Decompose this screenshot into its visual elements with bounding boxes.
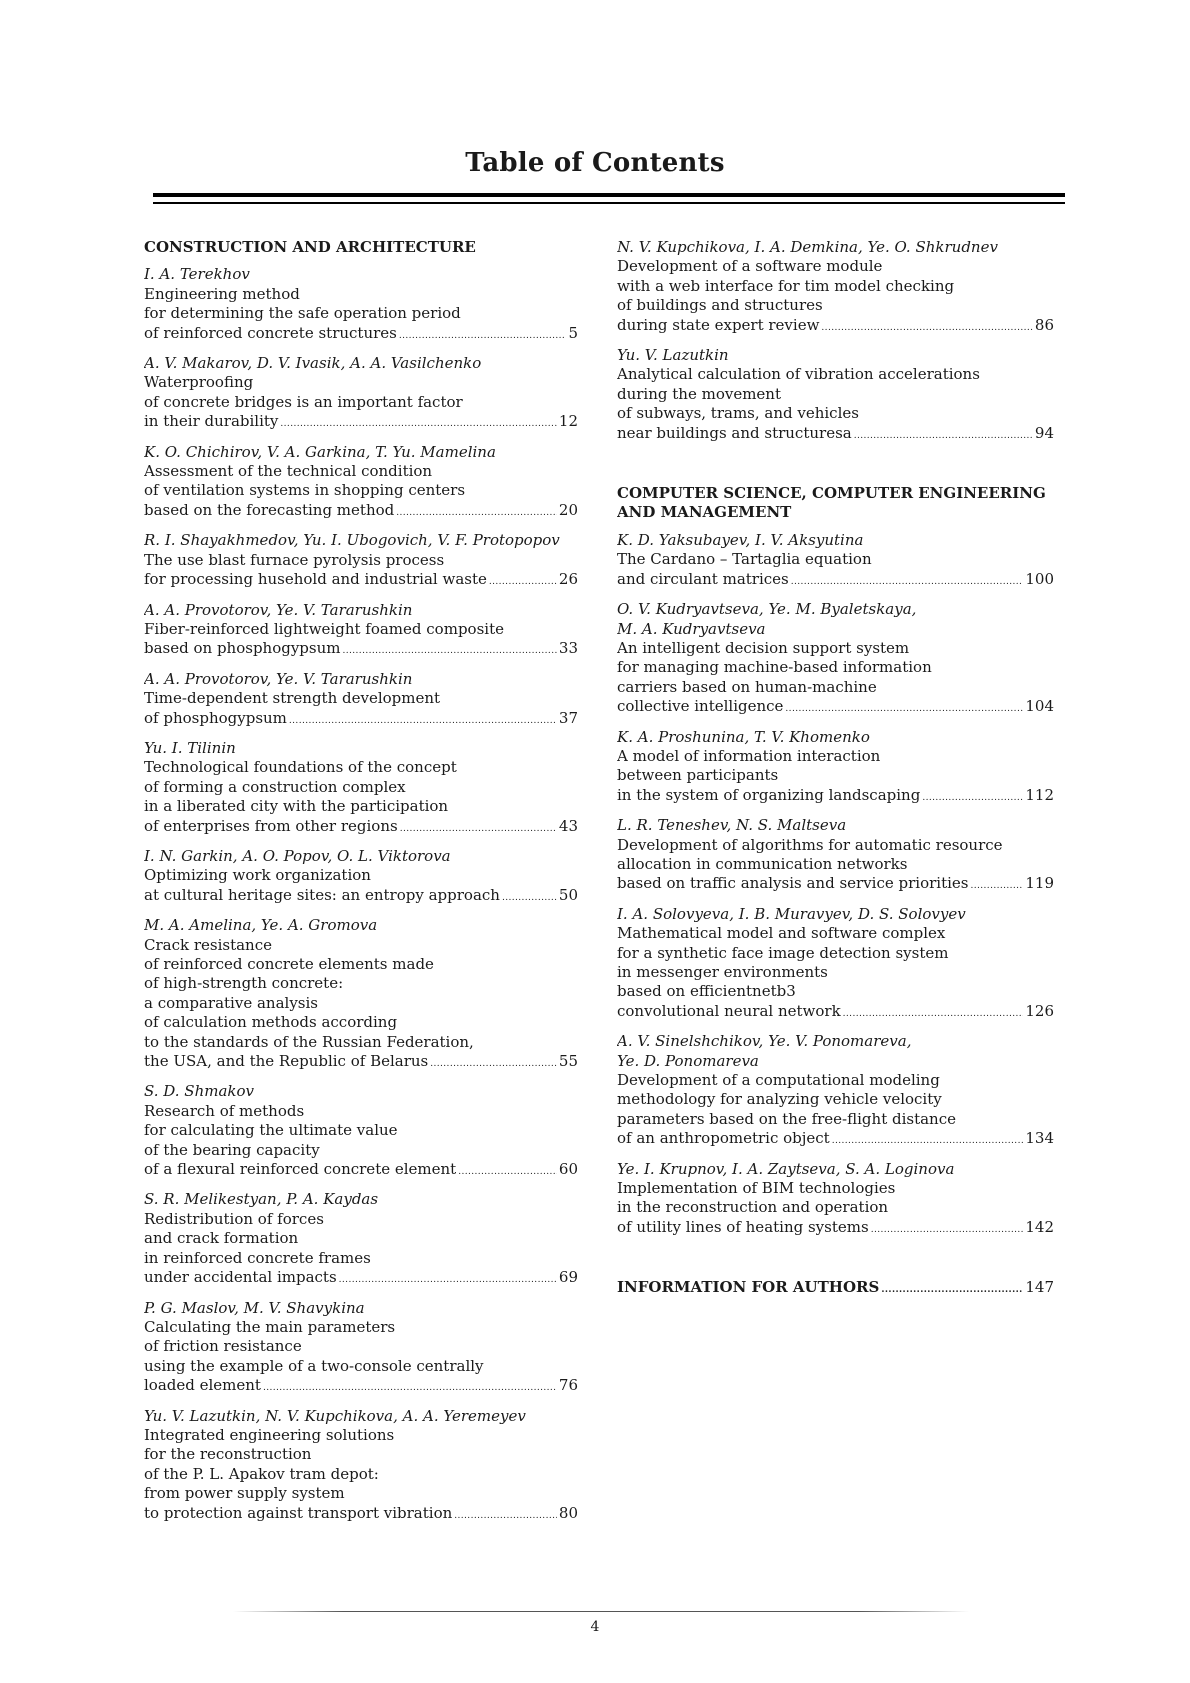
entry-title-last-line [617,570,1054,592]
entry-title-line: under accidental impacts [144,1268,337,1287]
entry-title-line: of ventilation systems in shopping centers [144,481,466,500]
page-ref: 37 [558,708,578,727]
dot-leader [263,1379,557,1398]
entry-title-line: loaded element [144,1376,261,1395]
right-top-entries [617,238,1054,446]
entry-authors: K. O. Chichirov, V. A. Garkina, T. Yu. Mamelina [144,442,496,461]
entry-title-last-line [617,424,1054,446]
entry-title-line: methodology for analyzing vehicle velocity [617,1090,942,1109]
entry-title-line: of enterprises from other regions [144,816,398,835]
entry-title-line: of buildings and structures [617,296,823,315]
entry-title-line: during state expert review [617,315,820,334]
page-ref: 104 [1025,697,1054,716]
entry-title-line: of forming a construction complex [144,777,406,796]
page-ref: 76 [558,1376,578,1395]
dot-leader [871,1221,1024,1240]
entry-authors: I. A. Solovyeva, I. B. Muravyev, D. S. Solovyev [617,904,966,923]
entry-authors: A. A. Provotorov, Ye. V. Tararushkin [144,600,413,619]
dot-leader [458,1163,557,1182]
dot-leader [791,573,1024,592]
entry-title-line: for the reconstruction [144,1445,312,1464]
dot-leader [922,789,1023,808]
entry-title-line: for calculating the ultimate value [144,1121,398,1140]
entry-authors: M. A. Kudryavtseva [617,619,766,638]
entry-title-line: based on phosphogypsum [144,639,341,658]
footer-rule [233,1611,969,1612]
entry-title-line: convolutional neural network [617,1001,841,1020]
toc-entry[interactable] [144,531,578,592]
entry-authors: M. A. Amelina, Ye. A. Gromova [144,916,378,935]
entry-title-line: of friction resistance [144,1337,302,1356]
toc-entry[interactable] [617,346,1054,446]
entry-title-line: Optimizing work organization [144,866,371,885]
entry-title-line: a comparative analysis [144,993,318,1012]
page-ref: 142 [1025,1217,1054,1236]
entry-authors: A. V. Sinelshchikov, Ye. V. Ponomareva, [617,1032,912,1051]
entry-title-last-line [144,412,578,434]
dot-leader [881,1281,1023,1300]
entry-title-line: Technological foundations of the concept [144,758,457,777]
page-ref: 119 [1025,874,1054,893]
dot-leader [489,573,557,592]
right-entries [617,531,1054,1240]
dot-leader [430,1055,557,1074]
right-column [617,238,1054,1301]
entry-title-line: at cultural heritage sites: an entropy approach [144,885,500,904]
left-column [144,238,578,1534]
entry-title-line: of an anthropometric object [617,1129,830,1148]
dot-leader [502,889,557,908]
entry-title-last-line [617,697,1054,719]
page-ref: 5 [568,323,578,342]
dot-leader [339,1271,557,1290]
toc-entry[interactable] [617,1032,1054,1151]
entry-title-line: in reinforced concrete frames [144,1248,371,1267]
entry-title-last-line [144,570,578,592]
page-ref: 50 [558,885,578,904]
entry-authors: A. A. Provotorov, Ye. V. Tararushkin [144,669,413,688]
entry-authors: P. G. Maslov, M. V. Shavykina [144,1298,365,1317]
entry-title-line: Assessment of the technical condition [144,462,433,481]
entry-title-last-line [617,1002,1054,1024]
left-entries [144,265,578,1526]
entry-title-line: of reinforced concrete structures [144,323,397,342]
entry-title-line: Fiber-reinforced lightweight foamed composite [144,619,504,638]
entry-title-line: in messenger environments [617,963,828,981]
entry-title-last-line [144,1160,578,1182]
entry-authors: S. D. Shmakov [144,1082,255,1101]
entry-title-line: near buildings and structuresa [617,423,852,442]
page-ref: 26 [558,570,578,589]
toc-entry[interactable] [144,354,578,435]
dot-leader [971,877,1024,896]
toc-entry[interactable] [617,238,1054,338]
toc-entry[interactable] [617,728,1054,809]
entry-title-line: to protection against transport vibration [144,1503,453,1522]
entry-title-line: An intelligent decision support system [617,638,910,657]
entry-title-line: collective intelligence [617,697,784,716]
entry-authors: N. V. Kupchikova, I. A. Demkina, Ye. O. Shkrudnev [617,238,998,256]
entry-title-line: Mathematical model and software complex [617,924,946,943]
entry-title-line: Time-dependent strength development [144,689,441,708]
entry-title-last-line [144,639,578,661]
entry-title-line: Development of a software module [617,257,883,276]
toc-entry[interactable] [144,1190,578,1290]
entry-title-line: allocation in communication networks [617,854,908,873]
entry-title-line: in the system of organizing landscaping [617,785,921,804]
dot-leader [280,415,557,434]
entry-title-line: Crack resistance [144,935,272,954]
entry-authors: Ye. D. Ponomareva [617,1051,759,1070]
entry-title-line: Integrated engineering solutions [144,1425,395,1444]
entry-authors: K. A. Proshunina, T. V. Khomenko [617,727,870,746]
entry-title-line: of a flexural reinforced concrete element [144,1160,457,1179]
toc-entry[interactable] [144,847,578,908]
toc-entry[interactable] [144,1407,578,1526]
toc-entry[interactable] [144,1299,578,1399]
page-ref: 55 [558,1052,578,1071]
entry-title-line: during the movement [617,384,781,403]
entry-title-line: of reinforced concrete elements made [144,955,434,973]
page-number: 4 [590,1619,600,1635]
page-title: Table of Contents [465,148,725,178]
entry-title-line: A model of information interaction [617,746,881,765]
entry-title-line: Research of methods [144,1101,305,1120]
page-ref: 147 [1025,1278,1054,1297]
toc-entry[interactable] [144,1082,578,1182]
dot-leader [399,327,567,346]
entry-title-line: and crack formation [144,1229,299,1248]
entry-title-line: Analytical calculation of vibration accelerations [617,365,980,384]
toc-entry[interactable] [144,443,578,524]
toc-entry[interactable] [617,1160,1054,1241]
title-rule-thick [153,193,1065,197]
entry-title-last-line [617,874,1054,896]
page-ref: 94 [1034,423,1054,442]
entry-title-last-line [144,709,578,731]
entry-title-line: in a liberated city with the participation [144,797,449,816]
entry-title-line: The Cardano – Tartaglia equation [617,550,872,569]
dot-leader [785,700,1023,719]
page-ref: 12 [558,412,578,431]
dot-leader [289,712,557,731]
entry-authors: K. D. Yaksubayev, I. V. Aksyutina [617,530,864,549]
toc-entry[interactable] [144,265,578,346]
entry-title-line: Implementation of BIM technologies [617,1179,896,1198]
entry-authors: Yu. V. Lazutkin, N. V. Kupchikova, A. A. Yeremeyev [144,1406,526,1425]
entry-authors: I. A. Terekhov [144,265,250,284]
dot-leader [843,1005,1024,1024]
section-title-construction: CONSTRUCTION AND ARCHITECTURE [144,238,476,256]
entry-title-last-line [144,324,578,346]
entry-authors: I. N. Garkin, A. O. Popov, O. L. Viktorova [144,846,451,865]
entry-authors: R. I. Shayakhmedov, Yu. I. Ubogovich, V. F. Protopopov [144,531,560,550]
entry-title-last-line [617,786,1054,808]
entry-title-line: of utility lines of heating systems [617,1217,869,1236]
entry-title-line: based on traffic analysis and service priorities [617,874,969,893]
entry-title-line: Calculating the main parameters [144,1317,396,1336]
entry-title-line: Development of a computational modeling [617,1071,940,1090]
entry-title-last-line [144,1504,578,1526]
entry-title-last-line [144,886,578,908]
entry-title-last-line [617,1218,1054,1240]
dot-leader [832,1132,1024,1151]
entry-title-last-line [144,1376,578,1398]
dot-leader [343,642,557,661]
entry-title-line: for determining the safe operation period [144,304,461,323]
entry-title-line: for a synthetic face image detection system [617,943,949,962]
entry-title-line: Redistribution of forces [144,1209,324,1228]
page-ref: 33 [558,639,578,658]
entry-title-line: parameters based on the free-flight distance [617,1109,956,1128]
page-ref: 69 [558,1268,578,1287]
entry-authors: Yu. I. Tilinin [144,738,236,757]
entry-title-line: of the P. L. Apakov tram depot: [144,1464,379,1483]
entry-title-line: in their durability [144,412,279,431]
entry-title-line: of the bearing capacity [144,1140,320,1159]
dot-leader [400,820,557,839]
entry-title-last-line [144,817,578,839]
toc-entry[interactable] [617,531,1054,592]
page-ref: 134 [1025,1129,1054,1148]
entry-title-line: for processing husehold and industrial waste [144,570,487,589]
entry-title-last-line [144,501,578,523]
entry-authors: A. V. Makarov, D. V. Ivasik, A. A. Vasilchenko [144,354,482,373]
entry-title-line: to the standards of the Russian Federation, [144,1032,474,1051]
entry-title-last-line [144,1268,578,1290]
entry-title-line: Engineering method [144,284,300,303]
entry-title-line: using the example of a two-console centrally [144,1356,484,1375]
title-rule-thin [153,202,1065,204]
entry-title-line: for managing machine-based information [617,658,932,677]
entry-authors: Ye. I. Krupnov, I. A. Zaytseva, S. A. Loginova [617,1159,955,1178]
page-ref: 80 [558,1503,578,1522]
entry-title-line: and circulant matrices [617,569,789,588]
dot-leader [454,1507,557,1526]
info-for-authors-label: INFORMATION FOR AUTHORS [617,1278,880,1297]
dot-leader [854,427,1033,446]
page-ref: 126 [1025,1001,1054,1020]
entry-title-line: in the reconstruction and operation [617,1198,889,1217]
entry-title-line: of concrete bridges is an important factor [144,392,463,411]
entry-title-line: from power supply system [144,1484,345,1503]
entry-title-line: the USA, and the Republic of Belarus [144,1052,429,1071]
entry-title-line: Waterproofing [144,373,254,392]
page-ref: 112 [1025,785,1054,804]
page-ref: 20 [558,500,578,519]
entry-title-last-line [617,1129,1054,1151]
toc-entry[interactable] [144,739,578,839]
page-ref: 86 [1034,315,1054,334]
entry-title-line: based on efficientnetb3 [617,982,796,1001]
dot-leader [396,504,557,523]
toc-entry[interactable] [617,600,1054,719]
section-title-line: AND MANAGEMENT [617,503,792,522]
info-for-authors-entry[interactable] [617,1278,1054,1300]
entry-title-line: of calculation methods according [144,1013,398,1032]
entry-title-line: The use blast furnace pyrolysis process [144,550,445,569]
toc-entry[interactable] [144,916,578,1074]
entry-title-line: between participants [617,766,779,785]
section-title-line: COMPUTER SCIENCE, COMPUTER ENGINEERING [617,484,1046,503]
entry-title-line: based on the forecasting method [144,500,395,519]
dot-leader [821,319,1032,338]
entry-title-line: carriers based on human-machine [617,677,877,696]
section-title-computer-science [617,484,1054,523]
entry-title-line: Development of algorithms for automatic resource [617,835,1003,854]
page-ref: 100 [1025,569,1054,588]
entry-title-last-line [144,1052,578,1074]
toc-entry[interactable] [617,905,1054,1024]
entry-authors: L. R. Teneshev, N. S. Maltseva [617,816,847,835]
entry-authors: O. V. Kudryavtseva, Ye. M. Byaletskaya, [617,600,917,619]
entry-title-line: of high-strength concrete: [144,974,344,993]
entry-title-line: of subways, trams, and vehicles [617,404,859,423]
entry-authors: S. R. Melikestyan, P. A. Kaydas [144,1190,379,1209]
entry-title-line: of phosphogypsum [144,708,287,727]
toc-entry[interactable] [144,670,578,731]
toc-entry[interactable] [617,816,1054,897]
toc-entry[interactable] [144,601,578,662]
entry-title-last-line [617,316,1054,338]
page-ref: 60 [558,1160,578,1179]
entry-title-line: with a web interface for tim model checking [617,276,955,295]
page-ref: 43 [558,816,578,835]
entry-authors: Yu. V. Lazutkin [617,346,729,365]
